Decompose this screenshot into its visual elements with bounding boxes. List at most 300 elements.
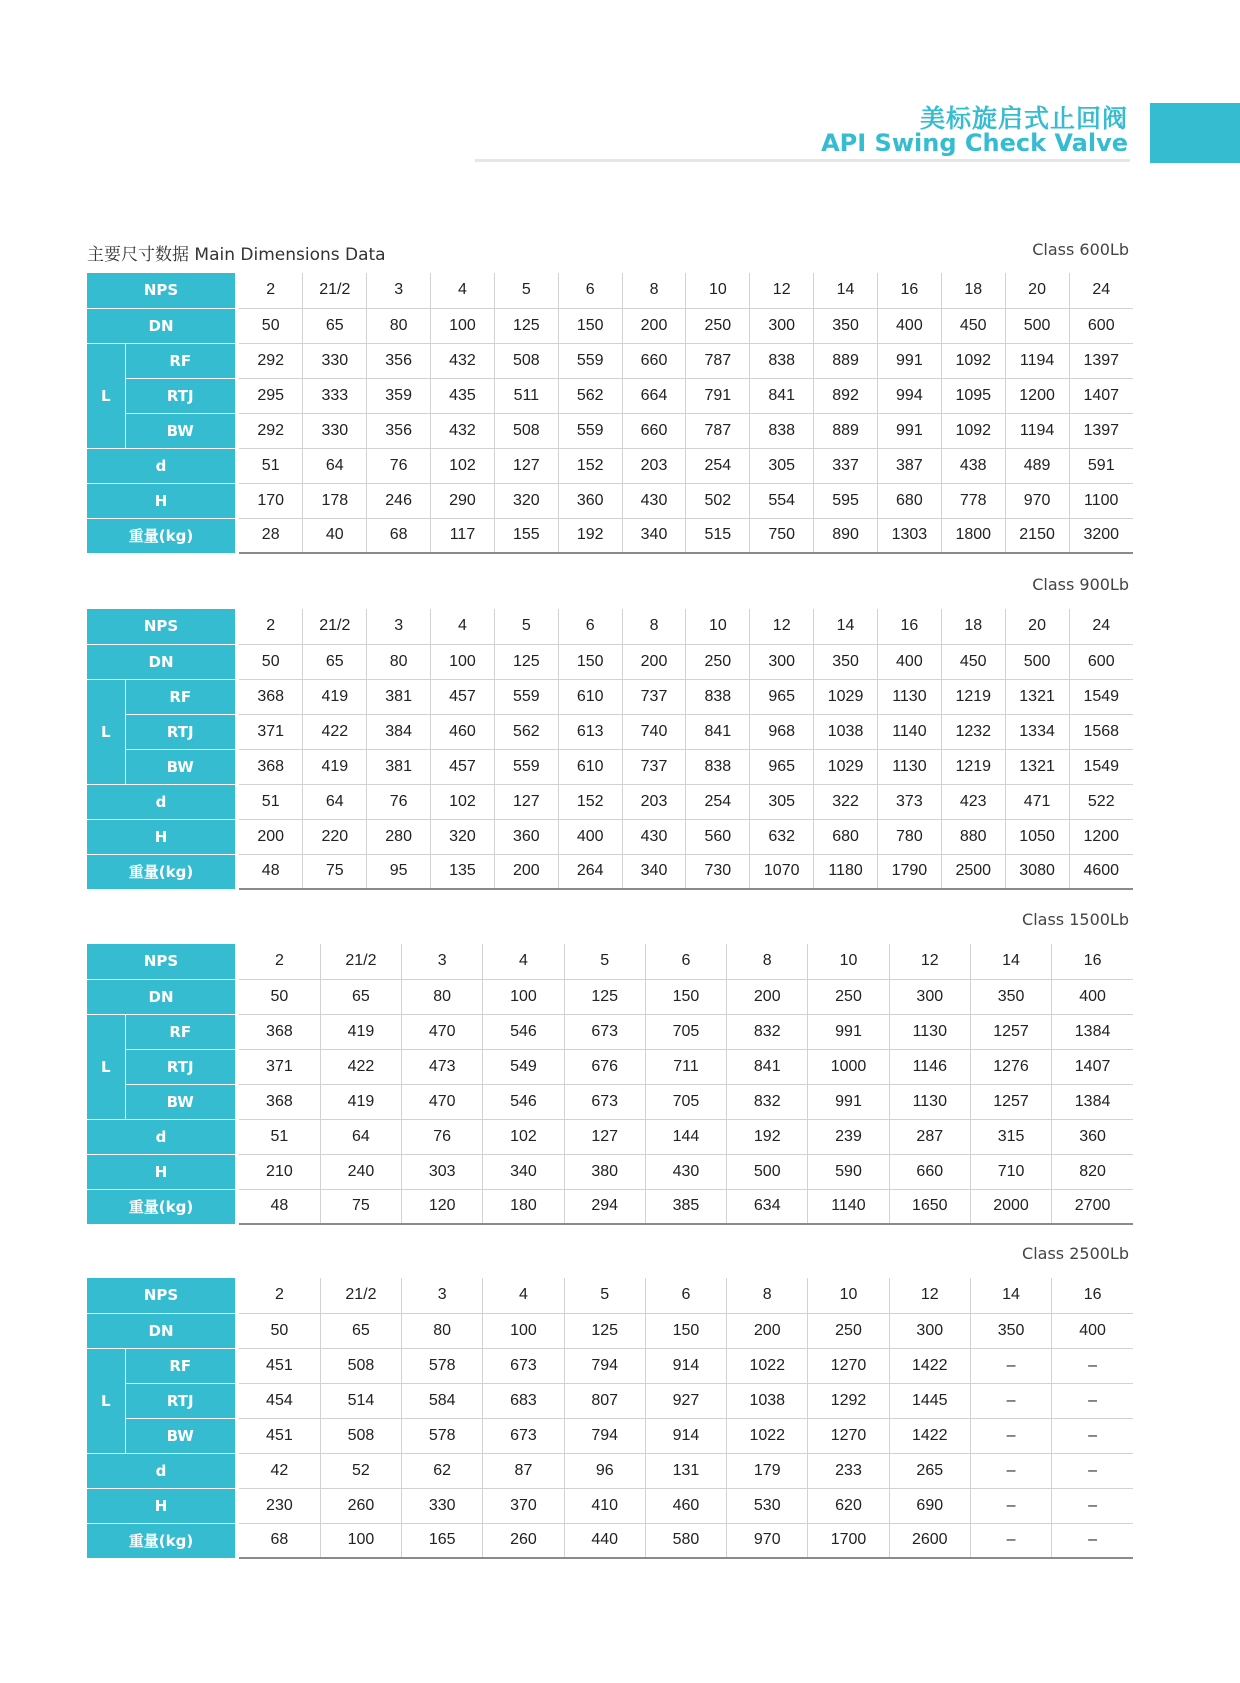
table-cell: 179	[727, 1453, 808, 1488]
table-cell: 500	[1005, 308, 1069, 343]
table-cell: 280	[367, 819, 431, 854]
table-cell: 554	[750, 483, 814, 518]
table-cell: 96	[564, 1453, 645, 1488]
table-cell: 3	[402, 944, 483, 979]
table-cell: 165	[402, 1523, 483, 1558]
table-cell: 6	[558, 609, 622, 644]
class-label: Class 2500Lb	[1022, 1244, 1129, 1263]
table-cell: 560	[686, 819, 750, 854]
dimension-table	[87, 273, 1133, 554]
table-cell: 368	[239, 749, 303, 784]
row-label-bw: BW	[125, 1084, 235, 1119]
table-cell: 21/2	[303, 609, 367, 644]
table-cell: 127	[494, 448, 558, 483]
table-cell: 131	[645, 1453, 726, 1488]
table-cell: 1194	[1005, 343, 1069, 378]
table-cell: –	[1052, 1348, 1133, 1383]
table-cell: 1384	[1052, 1014, 1133, 1049]
table-cell: 28	[239, 518, 303, 553]
class-label: Class 1500Lb	[1022, 910, 1129, 929]
table-cell: 1194	[1005, 413, 1069, 448]
table-cell: 371	[239, 714, 303, 749]
table-cell: 791	[686, 378, 750, 413]
table-cell: 422	[320, 1049, 401, 1084]
table-cell: 500	[1005, 644, 1069, 679]
table-cell: 1070	[750, 854, 814, 889]
table-cell: 76	[367, 784, 431, 819]
table-cell: 14	[970, 944, 1051, 979]
table-cell: 400	[877, 308, 941, 343]
table-cell: 673	[483, 1418, 564, 1453]
table-cell: 350	[970, 1313, 1051, 1348]
table-cell: 80	[367, 308, 431, 343]
table-row	[87, 1313, 1133, 1348]
table-cell: 12	[750, 273, 814, 308]
table-cell: 20	[1005, 609, 1069, 644]
table-cell: 16	[877, 273, 941, 308]
table-cell: 233	[808, 1453, 889, 1488]
dimension-table	[87, 944, 1133, 1225]
table-cell: 356	[367, 413, 431, 448]
table-cell: 100	[431, 644, 495, 679]
table-cell: 432	[431, 413, 495, 448]
table-cell: 102	[431, 448, 495, 483]
table-cell: 384	[367, 714, 431, 749]
table-cell: 838	[750, 413, 814, 448]
table-row	[87, 1154, 1133, 1189]
row-label-weight: 重量(kg)	[87, 518, 235, 553]
row-label-h: H	[87, 1154, 235, 1189]
table-cell: 135	[431, 854, 495, 889]
table-cell: 680	[877, 483, 941, 518]
table-cell: 1700	[808, 1523, 889, 1558]
table-cell: 1790	[877, 854, 941, 889]
table-cell: 595	[814, 483, 878, 518]
table-cell: 64	[303, 448, 367, 483]
table-cell: 502	[686, 483, 750, 518]
table-cell: 400	[877, 644, 941, 679]
table-cell: 24	[1069, 273, 1133, 308]
table-cell: 730	[686, 854, 750, 889]
header-accent-bar	[1150, 103, 1240, 163]
row-label-h: H	[87, 483, 235, 518]
table-cell: 350	[970, 979, 1051, 1014]
table-cell: 65	[303, 644, 367, 679]
table-cell: 200	[727, 979, 808, 1014]
table-cell: 991	[808, 1084, 889, 1119]
table-cell: 178	[303, 483, 367, 518]
table-cell: 841	[750, 378, 814, 413]
row-label-dn: DN	[87, 979, 235, 1014]
table-cell: 333	[303, 378, 367, 413]
table-cell: 457	[431, 679, 495, 714]
row-label-d: d	[87, 448, 235, 483]
table-cell: 10	[686, 273, 750, 308]
table-cell: 10	[808, 944, 889, 979]
table-cell: 254	[686, 448, 750, 483]
table-cell: 368	[239, 1084, 320, 1119]
table-cell: 578	[402, 1418, 483, 1453]
table-cell: 51	[239, 1119, 320, 1154]
table-cell: 838	[686, 749, 750, 784]
table-cell: 210	[239, 1154, 320, 1189]
table-cell: 12	[889, 944, 970, 979]
table-cell: 48	[239, 854, 303, 889]
table-cell: 65	[303, 308, 367, 343]
table-cell: 240	[320, 1154, 401, 1189]
table-cell: 1422	[889, 1348, 970, 1383]
table-cell: 102	[431, 784, 495, 819]
table-cell: 125	[564, 979, 645, 1014]
table-cell: 914	[645, 1418, 726, 1453]
table-cell: 673	[564, 1084, 645, 1119]
table-cell: 50	[239, 644, 303, 679]
table-cell: 591	[1069, 448, 1133, 483]
table-cell: 292	[239, 343, 303, 378]
class-label: Class 600Lb	[1032, 240, 1129, 259]
row-label-nps: NPS	[87, 273, 235, 308]
table-cell: 880	[941, 819, 1005, 854]
table-cell: 260	[320, 1488, 401, 1523]
table-cell: –	[970, 1523, 1051, 1558]
row-label-nps: NPS	[87, 1278, 235, 1313]
table-cell: 460	[431, 714, 495, 749]
table-cell: 991	[808, 1014, 889, 1049]
table-cell: 51	[239, 448, 303, 483]
table-cell: 371	[239, 1049, 320, 1084]
table-cell: 737	[622, 749, 686, 784]
table-row	[87, 854, 1133, 889]
table-cell: 1568	[1069, 714, 1133, 749]
table-cell: 1397	[1069, 343, 1133, 378]
table-cell: 660	[622, 343, 686, 378]
table-row	[87, 273, 1133, 308]
table-cell: 549	[483, 1049, 564, 1084]
table-cell: 1321	[1005, 749, 1069, 784]
table-cell: 8	[727, 944, 808, 979]
table-cell: 125	[494, 644, 558, 679]
row-label-rf: RF	[125, 1348, 235, 1383]
row-label-bw: BW	[125, 749, 235, 784]
table-cell: 373	[877, 784, 941, 819]
table-cell: 21/2	[320, 944, 401, 979]
table-row	[87, 1189, 1133, 1224]
table-cell: 387	[877, 448, 941, 483]
table-cell: 320	[431, 819, 495, 854]
table-cell: 1140	[877, 714, 941, 749]
table-cell: 300	[750, 308, 814, 343]
table-row	[87, 1453, 1133, 1488]
table-cell: 64	[320, 1119, 401, 1154]
table-cell: 16	[877, 609, 941, 644]
table-cell: 330	[303, 413, 367, 448]
table-cell: 562	[494, 714, 558, 749]
table-cell: 21/2	[320, 1278, 401, 1313]
header-divider	[475, 159, 1130, 162]
table-cell: 200	[727, 1313, 808, 1348]
dimension-grid	[87, 273, 1133, 554]
table-cell: 890	[814, 518, 878, 553]
table-cell: 100	[483, 979, 564, 1014]
table-cell: 892	[814, 378, 878, 413]
table-cell: 530	[727, 1488, 808, 1523]
table-cell: 410	[564, 1488, 645, 1523]
table-cell: –	[970, 1348, 1051, 1383]
table-cell: 381	[367, 679, 431, 714]
table-cell: 1130	[877, 679, 941, 714]
table-cell: 660	[622, 413, 686, 448]
table-cell: 220	[303, 819, 367, 854]
table-cell: 18	[941, 609, 1005, 644]
table-cell: –	[970, 1418, 1051, 1453]
table-cell: 12	[889, 1278, 970, 1313]
table-row	[87, 714, 1133, 749]
table-cell: 991	[877, 343, 941, 378]
table-row	[87, 518, 1133, 553]
table-cell: 1140	[808, 1189, 889, 1224]
table-cell: 711	[645, 1049, 726, 1084]
table-cell: 1022	[727, 1418, 808, 1453]
table-cell: 838	[750, 343, 814, 378]
table-row	[87, 1278, 1133, 1313]
table-cell: 14	[814, 609, 878, 644]
table-cell: 1292	[808, 1383, 889, 1418]
table-cell: –	[1052, 1418, 1133, 1453]
table-cell: 546	[483, 1084, 564, 1119]
table-row	[87, 679, 1133, 714]
table-cell: 203	[622, 784, 686, 819]
table-cell: 522	[1069, 784, 1133, 819]
table-cell: 3080	[1005, 854, 1069, 889]
table-cell: 705	[645, 1084, 726, 1119]
table-cell: 2700	[1052, 1189, 1133, 1224]
table-cell: 660	[889, 1154, 970, 1189]
table-cell: 470	[402, 1014, 483, 1049]
table-cell: 254	[686, 784, 750, 819]
table-cell: 8	[622, 273, 686, 308]
table-cell: 100	[483, 1313, 564, 1348]
table-cell: 430	[622, 483, 686, 518]
table-cell: 451	[239, 1348, 320, 1383]
table-cell: 100	[431, 308, 495, 343]
table-cell: 787	[686, 343, 750, 378]
table-cell: 200	[494, 854, 558, 889]
table-cell: 634	[727, 1189, 808, 1224]
table-cell: 794	[564, 1418, 645, 1453]
table-cell: 350	[814, 644, 878, 679]
table-cell: 1321	[1005, 679, 1069, 714]
table-cell: 5	[494, 609, 558, 644]
row-label-rtj: RTJ	[125, 1049, 235, 1084]
table-cell: 2	[239, 609, 303, 644]
table-row	[87, 1348, 1133, 1383]
table-cell: 559	[494, 749, 558, 784]
table-cell: 559	[558, 413, 622, 448]
table-cell: 451	[239, 1418, 320, 1453]
table-cell: 1180	[814, 854, 878, 889]
table-cell: 155	[494, 518, 558, 553]
table-row	[87, 784, 1133, 819]
table-cell: 1200	[1005, 378, 1069, 413]
table-cell: 250	[808, 1313, 889, 1348]
table-row	[87, 979, 1133, 1014]
table-row	[87, 1049, 1133, 1084]
table-cell: 2	[239, 1278, 320, 1313]
table-cell: 203	[622, 448, 686, 483]
table-cell: 965	[750, 679, 814, 714]
table-cell: 419	[303, 679, 367, 714]
table-cell: 889	[814, 343, 878, 378]
table-cell: 460	[645, 1488, 726, 1523]
table-cell: 508	[494, 343, 558, 378]
table-cell: 2600	[889, 1523, 970, 1558]
table-cell: 62	[402, 1453, 483, 1488]
table-cell: 250	[808, 979, 889, 1014]
dimension-table	[87, 609, 1133, 890]
table-cell: 1384	[1052, 1084, 1133, 1119]
table-cell: 340	[483, 1154, 564, 1189]
table-cell: 1000	[808, 1049, 889, 1084]
dimension-grid	[87, 944, 1133, 1225]
table-cell: 970	[727, 1523, 808, 1558]
table-cell: 422	[303, 714, 367, 749]
table-cell: 794	[564, 1348, 645, 1383]
table-cell: 705	[645, 1014, 726, 1049]
table-row	[87, 1523, 1133, 1558]
table-cell: 10	[686, 609, 750, 644]
table-cell: 340	[622, 518, 686, 553]
table-cell: 87	[483, 1453, 564, 1488]
table-cell: 51	[239, 784, 303, 819]
table-cell: 21/2	[303, 273, 367, 308]
table-cell: 68	[239, 1523, 320, 1558]
row-label-nps: NPS	[87, 609, 235, 644]
table-cell: 430	[622, 819, 686, 854]
table-cell: 125	[494, 308, 558, 343]
table-cell: 590	[808, 1154, 889, 1189]
table-cell: 322	[814, 784, 878, 819]
table-row	[87, 1418, 1133, 1453]
table-cell: 250	[686, 308, 750, 343]
table-cell: 613	[558, 714, 622, 749]
table-cell: 1095	[941, 378, 1005, 413]
table-cell: 3	[367, 609, 431, 644]
row-label-weight: 重量(kg)	[87, 854, 235, 889]
row-label-rf: RF	[125, 1014, 235, 1049]
table-cell: 435	[431, 378, 495, 413]
table-cell: 120	[402, 1189, 483, 1224]
table-cell: 3	[367, 273, 431, 308]
table-cell: 673	[483, 1348, 564, 1383]
table-cell: 152	[558, 448, 622, 483]
table-cell: 471	[1005, 784, 1069, 819]
table-cell: 300	[750, 644, 814, 679]
table-cell: 2000	[970, 1189, 1051, 1224]
header-title-en: API Swing Check Valve	[821, 129, 1128, 157]
table-cell: 1422	[889, 1418, 970, 1453]
table-cell: –	[1052, 1453, 1133, 1488]
table-cell: 562	[558, 378, 622, 413]
table-cell: 489	[1005, 448, 1069, 483]
table-cell: 400	[1052, 979, 1133, 1014]
table-cell: 600	[1069, 644, 1133, 679]
table-cell: 807	[564, 1383, 645, 1418]
row-label-dn: DN	[87, 308, 235, 343]
table-cell: 127	[494, 784, 558, 819]
table-cell: 841	[686, 714, 750, 749]
table-cell: 400	[558, 819, 622, 854]
table-cell: 14	[814, 273, 878, 308]
table-cell: –	[1052, 1523, 1133, 1558]
table-cell: 10	[808, 1278, 889, 1313]
section-title: 主要尺寸数据 Main Dimensions Data	[87, 245, 386, 265]
table-row	[87, 1014, 1133, 1049]
table-cell: 680	[814, 819, 878, 854]
row-label-bw: BW	[125, 1418, 235, 1453]
table-cell: 3	[402, 1278, 483, 1313]
row-label-bw: BW	[125, 413, 235, 448]
table-cell: 508	[494, 413, 558, 448]
table-cell: 914	[645, 1348, 726, 1383]
table-cell: 3200	[1069, 518, 1133, 553]
table-cell: 838	[686, 679, 750, 714]
table-cell: 1270	[808, 1348, 889, 1383]
table-cell: 117	[431, 518, 495, 553]
table-cell: 1029	[814, 679, 878, 714]
table-cell: 1050	[1005, 819, 1069, 854]
table-cell: 780	[877, 819, 941, 854]
table-cell: 4600	[1069, 854, 1133, 889]
table-cell: 737	[622, 679, 686, 714]
dimension-grid	[87, 609, 1133, 890]
table-cell: 1092	[941, 413, 1005, 448]
table-cell: 294	[564, 1189, 645, 1224]
table-cell: 287	[889, 1119, 970, 1154]
table-cell: 1130	[889, 1084, 970, 1119]
table-cell: 515	[686, 518, 750, 553]
table-cell: 1092	[941, 343, 1005, 378]
table-cell: 473	[402, 1049, 483, 1084]
table-cell: 305	[750, 784, 814, 819]
table-cell: 192	[727, 1119, 808, 1154]
table-cell: 265	[889, 1453, 970, 1488]
dimension-grid	[87, 1278, 1133, 1559]
table-cell: 368	[239, 1014, 320, 1049]
table-cell: 40	[303, 518, 367, 553]
table-cell: 370	[483, 1488, 564, 1523]
row-label-l: L	[87, 343, 125, 448]
table-cell: 127	[564, 1119, 645, 1154]
table-cell: 508	[320, 1418, 401, 1453]
table-cell: 1407	[1052, 1049, 1133, 1084]
table-row	[87, 609, 1133, 644]
table-cell: 48	[239, 1189, 320, 1224]
table-cell: –	[970, 1453, 1051, 1488]
table-cell: 170	[239, 483, 303, 518]
table-row	[87, 1488, 1133, 1523]
row-label-l: L	[87, 679, 125, 784]
table-cell: 4	[431, 609, 495, 644]
table-cell: 514	[320, 1383, 401, 1418]
table-cell: 620	[808, 1488, 889, 1523]
table-cell: 511	[494, 378, 558, 413]
row-label-h: H	[87, 819, 235, 854]
table-cell: 1650	[889, 1189, 970, 1224]
table-cell: 1146	[889, 1049, 970, 1084]
table-row	[87, 308, 1133, 343]
table-cell: 1397	[1069, 413, 1133, 448]
table-cell: 150	[558, 308, 622, 343]
